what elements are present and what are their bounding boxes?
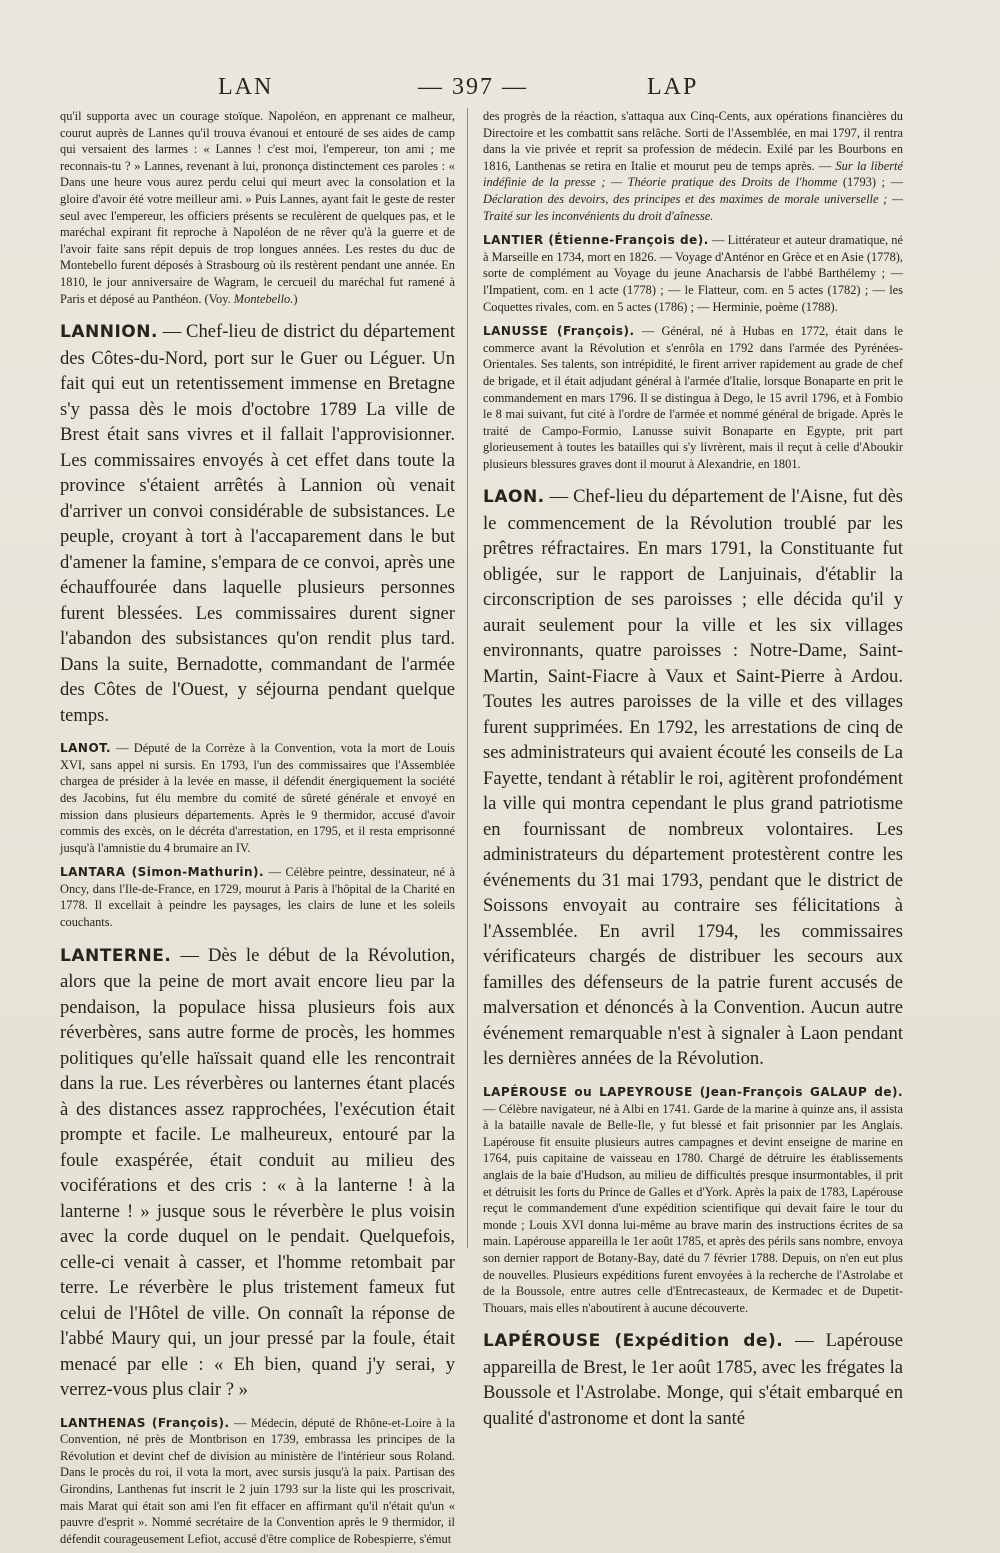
entry-lannes-continuation — [60, 108, 455, 307]
column-divider — [467, 108, 468, 1248]
headword-lanthenas: LANTHENAS (François). — [60, 1415, 230, 1430]
headword-lannion: LANNION. — [60, 322, 158, 343]
entry-lantara — [60, 864, 455, 930]
entry-lannion — [60, 319, 455, 728]
entry-laperouse — [483, 1084, 903, 1316]
works-list-2: Déclaration des devoirs, des principes et des maximes de morale universelle ; — Traité sur les inconvénients du droit d'aînesse. — [483, 191, 903, 223]
entry-text: — Lapérouse appareilla de Brest, le 1er août 1785, avec les frégates la Boussole et l'Astrolabe. Monge, qui s'était embarqué en qualité d'astronome et dont la santé — [483, 1330, 904, 1429]
left-column — [60, 108, 455, 1547]
continuation-text: qu'il supporta avec un courage stoïque. Napoléon, en apprenant ce malheur, courut auprès de Lannes qu'il trouva évanoui et entouré de ses aides de camp qui versaient des larmes : « Lannes ! c'est moi, l'empereur, ton ami ; me reconnais-tu ? » Lannes, revenant à lui, prononça distinctement ces paroles : « Dans une heure vous aurez perdu celui qui meurt avec la consolation et la gloire d'avoir été votre meilleur ami. » Puis Lannes, ayant fait le geste de rester seul avec l'empereur, les officiers présents se reculèrent de quelques pas, et le maréchal expirant fit reproche à Napoléon de ne rêver qu'à la guerre et de l'avoir faite sans répit depuis de trop longues années. Les restes du duc de Montebello furent déposés à Strasbourg où ils restèrent pendant une année. En 1810, le jour anniversaire de Wagram, le cercueil du maréchal fut ramené à Paris et déposé au Panthéon. (Voy. — [60, 109, 455, 306]
cross-reference: Montebello. — [233, 291, 294, 306]
entry-text: — Chef-lieu du département de l'Aisne, fut dès le commencement de la Révolution troublé par les prêtres réfractaires. En mars 1791, la Constituante fut obligée, sur le rapport de Lanjuinais, d'établir la circonscription de ses paroisses ; elle décida qu'il y aurait seulement pour la ville et les six villages environnants, quatre paroisses : Notre-Dame, Saint-Martin, Saint-Fiacre à Vaux et Saint-Pierre à Ardou. Toutes les autres paroisses de la ville et des villages furent supprimées. En 1792, les arrestations de cinq de ses administrateurs qui avaient écouté les conseils de La Fayette, tendant à rétablir le roi, agitèrent profondément la ville qui montra cependant le plus grand patriotisme en fournissant de nombreux volontaires. Les administrateurs du département protestèrent contre les événements du 31 mai 1793, pendant que le district de Soissons envoyait au contraire ses félicitations à l'Assemblée. En avril 1794, les commissaires vérificateurs chargés de distribuer les secours aux familles des défenseurs de la patrie furent accusés de malversation et dénoncés à la Convention. Aucun autre événement remarquable n'est à signaler à Laon pendant les dernières années de la Révolution. — [483, 486, 903, 1070]
headword-lantier: LANTIER (Étienne-François de). — [483, 233, 709, 248]
headword-laon: LAON. — [483, 487, 545, 508]
entry-text: — Dès le début de la Révolution, alors que la peine de mort avait encore lieu par la pendaison, la populace hissa plusieurs fois aux réverbères, sans autre forme de procès, les hommes politiques qu'elle haïssait quand elle les rencontrait dans la rue. Les réverbères ou lanternes étant placés à des distances assez rapprochées, l'exécution était prompte et facile. Le malheureux, entouré par la foule exaspérée, était conduit au milieu des vociférations et des cris : « à la lanterne ! à la lanterne ! » jusque sous le réverbère le plus voisin avec la corde duquel on le pendait. Quelquefois, celle-ci venait à casser, et l'homme retombait par terre. Le réverbère le plus tristement fameux fut celui de l'Hôtel de ville. On connaît la réponse de l'abbé Maury qui, un jour pressé par la foule, était menacé par elle : « Eh bien, quand j'y serai, y verrez-vous plus clair ? » — [60, 944, 455, 1401]
entry-text: — Chef-lieu de district du département des Côtes-du-Nord, port sur le Guer ou Léguer. Un fait qui eut un retentissement immense en Bretagne s'y passa dès le mois d'octobre 1789 La ville de Brest était sans vivres et il fallait l'approvisionner. Les commissaires envoyés à cet effet dans toute la province s'étaient arrêtés à Lannion où venait d'arriver un convoi considérable de subsistances. Le peuple, croyant à tort à l'accaparement dans le but d'amener la famine, s'empara de ce convoi, après une échauffourée dans laquelle plusieurs personnes furent blessées. Les commissaires durent signer l'abandon des subsistances qu'on rendit plus tard. Dans la suite, Bernadotte, commandant de l'armée des Côtes de l'Ouest, y séjourna pendant quelque temps. — [60, 321, 455, 726]
entry-lanot — [60, 740, 455, 856]
works-date: (1793) ; — — [837, 175, 903, 190]
headword-laperouse-expedition: LAPÉROUSE (Expédition de). — [483, 1331, 784, 1352]
headword-lanusse: LANUSSE (François). — [483, 324, 635, 339]
page-number: — 397 — — [418, 74, 528, 100]
cross-reference-close: ) — [293, 291, 298, 306]
entry-text: — Général, né à Hubas en 1772, était dans le commerce avant la Révolution et s'enrôla en 1792 dans l'armée des Pyrénées-Orientales. Ses talents, son intrépidité, le firent arriver rapidement au grade de chef de brigade, et il était adjudant général à l'armée d'Italie, lorsque Bonaparte en prit le commandement en mars 1796. Il se distingua à Dego, le 15 avril 1796, et à Fombio le 8 mai suivant, fut cité à l'ordre de l'armée et nommé général de brigade. Après le traité de Campo-Formio, Lanusse suivit Bonaparte en Egypte, prit part glorieusement à toutes les batailles qui s'y livrèrent, mais il reçut à celle d'Aboukir plusieurs blessures graves dont il mourut à Alexandrie, en 1801. — [483, 324, 903, 471]
entry-text: — Médecin, député de Rhône-et-Loire à la Convention, né près de Montbrison en 1739, embrassa les principes de la Révolution et devint chef de division au ministère de l'intérieur sous Roland. Dans le procès du roi, il vota la mort, avec sursis jusqu'à la paix. Partisan des Girondins, Lanthenas fut inscrit le 2 juin 1793 sur la liste qui les proscrivait, mais Marat qui était son ami l'en fit effacer en affirmant qu'il n'était qu'un « pauvre d'esprit ». Nommé secrétaire de la Convention après le 9 thermidor, il défendit courageusement Lefiot, accusé d'être complice de Robespierre, s'émut — [60, 1415, 455, 1546]
entry-text: — Célèbre peintre, dessinateur, né à Oncy, dans l'Ile-de-France, en 1729, mourut à Paris à l'hôpital de la Charité en 1778. Il excellait à peindre les paysages, les clairs de lune et les soleils couchants. — [60, 865, 455, 930]
works-list: Sur la liberté indéfinie de la presse ; — Théorie pratique des Droits de l'homme — [483, 158, 903, 190]
running-head-left: LAN — [218, 74, 274, 100]
entry-text: — Député de la Corrèze à la Convention, vota la mort de Louis XVI, sans appel ni sursis. En 1793, l'un des commissaires que l'Assemblée chargea de présider à la levée en masse, il défendit énergiquement la société des Jacobins, fut élu membre du comité de sûreté générale et envoyé en mission dans plusieurs départements. Après le 9 thermidor, accusé d'avoir commis des excès, on le décréta d'arrestation, en 1795, et il resta emprisonné jusqu'à l'amnistie du 4 brumaire an IV. — [60, 741, 455, 855]
entry-lanterne — [60, 943, 455, 1403]
entry-lanthenas-continuation — [483, 108, 903, 224]
headword-laperouse: LAPÉROUSE ou LAPEYROUSE (Jean-François GALAUP de). — [483, 1084, 903, 1099]
entry-lanusse — [483, 323, 903, 472]
headword-lanot: LANOT. — [60, 741, 112, 756]
entry-lantier — [483, 232, 903, 315]
headword-lantara: LANTARA (Simon-Mathurin). — [60, 865, 265, 880]
entry-laperouse-expedition — [483, 1328, 903, 1431]
continuation-text: des progrès de la réaction, s'attaqua aux Cinq-Cents, aux opérations financières du Directoire et les combattit sans relâche. Sorti de l'Assemblée, en mai 1797, il rentra dans la vie privée et reprit sa profession de médecin. Exilé par les Bourbons en 1816, Lanthenas se retira en Italie et mourut peu de temps après. — — [483, 109, 903, 173]
entry-text: — Littérateur et auteur dramatique, né à Marseille en 1734, mort en 1826. — Voyage d'Anténor en Grèce et en Asie (1778), sorte de complément au Voyage du jeune Anacharsis de l'abbé Barthélemy ; — l'Impatient, com. en 1 acte (1778) ; — le Flatteur, com. en 5 actes (1782) ; — les Coquettes rivales, com. en 5 actes (1786) ; — Herminie, poème (1788). — [483, 233, 903, 314]
entry-text: — Célèbre navigateur, né à Albi en 1741. Garde de la marine à quinze ans, il assista à la bataille navale de Belle-Ile, y fut blessé et fait prisonnier par les Anglais. Lapérouse fit ensuite plusieurs autres campagnes et devint enseigne de marine en 1764, puis capitaine de vaisseau en 1780. Chargé de détruire les établissements anglais de la baie d'Hudson, au milieu de difficultés presque insurmontables, il prit et détruisit les forts du Prince de Galles et d'York. Après la paix de 1783, Lapérouse reçut le commandement d'une expédition scientifique qui devait faire le tour du monde ; Louis XVI donna lui-même au brave marin des instructions écrites de sa main. Lapérouse appareilla le 1er août 1785, et après des périls sans nombre, envoya son dernier rapport de Botany-Bay, daté du 7 février 1788. Depuis, on n'en eut plus de nouvelles. Plusieurs expéditions furent envoyées à la recherche de l'Astrolabe et de la Boussole, entre autres celle d'Entrecasteaux, de Kermadec et de Dupetit-Thouars, mais elles n'aboutirent à aucune découverte. — [483, 1101, 903, 1315]
entry-lanthenas — [60, 1415, 455, 1548]
entry-laon — [483, 484, 903, 1072]
headword-lanterne: LANTERNE. — [60, 945, 172, 966]
right-column — [483, 108, 903, 1431]
running-head-right: LAP — [647, 74, 699, 100]
